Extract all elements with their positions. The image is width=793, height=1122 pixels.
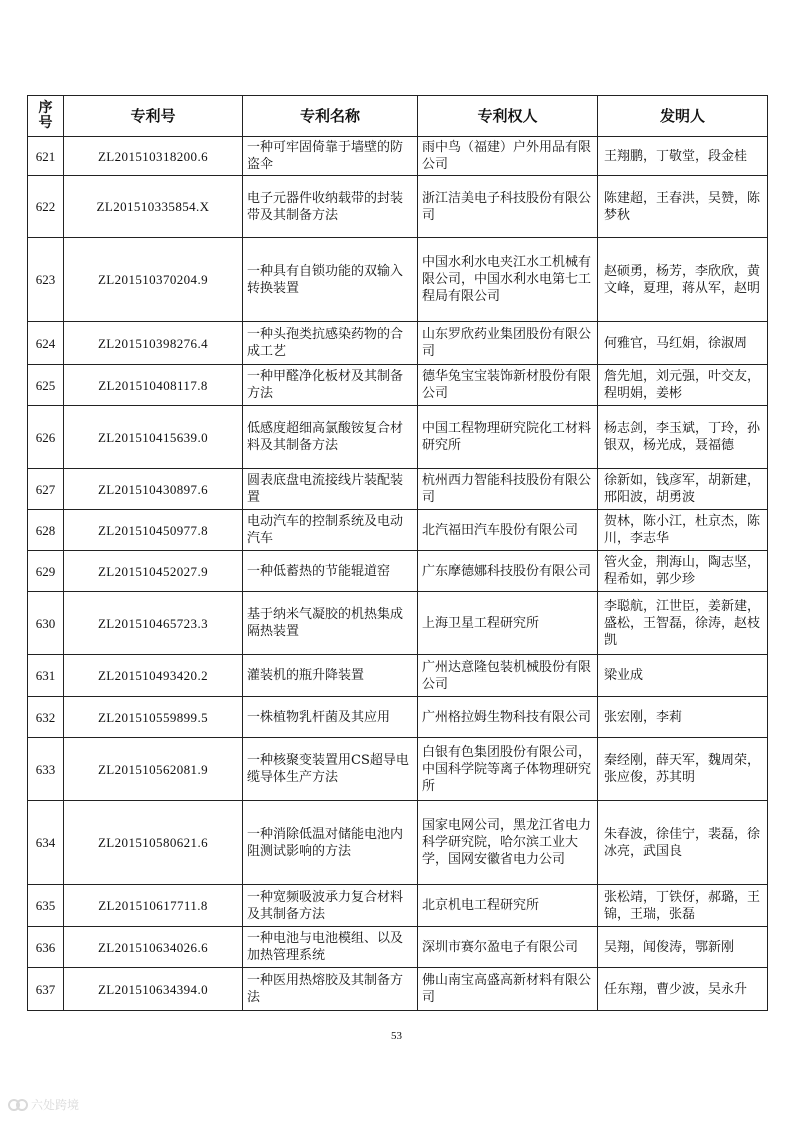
row-no: 637: [28, 968, 64, 1011]
row-patent-no: ZL201510634394.0: [64, 968, 243, 1011]
row-no: 635: [28, 885, 64, 927]
row-inventors: 陈建超，王春洪，吴赞，陈梦秋: [598, 176, 768, 238]
row-no: 625: [28, 365, 64, 406]
row-inventors: 朱春波，徐佳宁，裴磊，徐冰亮，武国良: [598, 801, 768, 885]
row-inventors: 管火金，荆海山，陶志坚，程希如，郭少珍: [598, 551, 768, 592]
row-patent-owner: 上海卫星工程研究所: [418, 592, 598, 655]
table-row: [28, 697, 768, 738]
row-inventors: 徐新如，钱彦军，胡新建，邢阳波，胡勇波: [598, 469, 768, 510]
row-patent-name: 一种甲醛净化板材及其制备方法: [243, 365, 418, 406]
row-patent-no: ZL201510465723.3: [64, 592, 243, 655]
row-patent-owner: 广东摩德娜科技股份有限公司: [418, 551, 598, 592]
row-patent-name: 一种核聚变装置用CS超导电缆导体生产方法: [243, 738, 418, 801]
row-inventors: 张宏刚，李莉: [598, 697, 768, 738]
table-header-row: [28, 96, 768, 137]
watermark: [8, 1096, 79, 1113]
row-patent-name: 灌装机的瓶升降装置: [243, 655, 418, 697]
row-no: 636: [28, 927, 64, 968]
row-patent-no: ZL201510562081.9: [64, 738, 243, 801]
row-no: 623: [28, 238, 64, 322]
row-patent-no: ZL201510415639.0: [64, 406, 243, 469]
row-patent-owner: 德华兔宝宝装饰新材股份有限公司: [418, 365, 598, 406]
row-inventors: 詹先旭，刘元强，叶交友，程明娟，姜彬: [598, 365, 768, 406]
row-patent-no: ZL201510559899.5: [64, 697, 243, 738]
patent-table: [27, 95, 768, 1011]
row-inventors: 张松靖，丁铁伢，郝璐，王锦，王瑞，张磊: [598, 885, 768, 927]
row-no: 628: [28, 510, 64, 551]
table-row: [28, 801, 768, 885]
row-inventors: 梁业成: [598, 655, 768, 697]
row-patent-name: 一株植物乳杆菌及其应用: [243, 697, 418, 738]
row-patent-no: ZL201510452027.9: [64, 551, 243, 592]
row-patent-name: 圆表底盘电流接线片装配装置: [243, 469, 418, 510]
row-patent-name: 一种可牢固倚靠于墙壁的防盗伞: [243, 137, 418, 176]
row-patent-owner: 北汽福田汽车股份有限公司: [418, 510, 598, 551]
table-row: [28, 238, 768, 322]
row-patent-no: ZL201510580621.6: [64, 801, 243, 885]
row-patent-owner: 佛山南宝高盛高新材料有限公司: [418, 968, 598, 1011]
row-patent-name: 一种电池与电池模组、以及加热管理系统: [243, 927, 418, 968]
row-patent-name: 低感度超细高氯酸铵复合材料及其制备方法: [243, 406, 418, 469]
row-patent-owner: 广州达意隆包装机械股份有限公司: [418, 655, 598, 697]
row-no: 634: [28, 801, 64, 885]
row-patent-no: ZL201510398276.4: [64, 322, 243, 365]
table-row: [28, 176, 768, 238]
row-patent-no: ZL201510335854.X: [64, 176, 243, 238]
row-patent-name: 基于纳米气凝胶的机热集成隔热装置: [243, 592, 418, 655]
row-patent-no: ZL201510617711.8: [64, 885, 243, 927]
table-row: [28, 406, 768, 469]
table-row: [28, 510, 768, 551]
row-inventors: 王翔鹏，丁敬堂，段金桂: [598, 137, 768, 176]
row-inventors: 吴翔，闻俊涛，鄂新刚: [598, 927, 768, 968]
table-row: [28, 322, 768, 365]
row-no: 631: [28, 655, 64, 697]
row-patent-owner: 北京机电工程研究所: [418, 885, 598, 927]
row-inventors: 贺林，陈小江，杜京杰，陈川，李志华: [598, 510, 768, 551]
row-patent-name: 一种头孢类抗感染药物的合成工艺: [243, 322, 418, 365]
row-patent-owner: 杭州西力智能科技股份有限公司: [418, 469, 598, 510]
row-patent-no: ZL201510318200.6: [64, 137, 243, 176]
row-patent-name: 一种宽频吸波承力复合材料及其制备方法: [243, 885, 418, 927]
row-no: 621: [28, 137, 64, 176]
header-patent-owner: 专利权人: [418, 96, 598, 137]
row-patent-owner: 中国工程物理研究院化工材料研究所: [418, 406, 598, 469]
row-patent-no: ZL201510430897.6: [64, 469, 243, 510]
header-inventors: 发明人: [598, 96, 768, 137]
row-no: 633: [28, 738, 64, 801]
table-row: [28, 551, 768, 592]
row-patent-owner: 雨中鸟（福建）户外用品有限公司: [418, 137, 598, 176]
watermark-logo-icon: [8, 1098, 28, 1112]
row-patent-owner: 国家电网公司，黑龙江省电力科学研究院，哈尔滨工业大学，国网安徽省电力公司: [418, 801, 598, 885]
watermark-text: 六处跨境: [31, 1098, 80, 1112]
row-patent-owner: 深圳市赛尔盈电子有限公司: [418, 927, 598, 968]
row-no: 632: [28, 697, 64, 738]
row-inventors: 何雅官，马红娟，徐淑周: [598, 322, 768, 365]
row-patent-name: 电子元器件收纳载带的封装带及其制备方法: [243, 176, 418, 238]
row-patent-owner: 山东罗欣药业集团股份有限公司: [418, 322, 598, 365]
row-inventors: 赵硕勇，杨芳，李欣欣，黄文峰，夏理，蒋从军，赵明: [598, 238, 768, 322]
row-patent-name: 一种消除低温对储能电池内阻测试影响的方法: [243, 801, 418, 885]
table-row: [28, 968, 768, 1011]
row-no: 626: [28, 406, 64, 469]
row-patent-owner: 白银有色集团股份有限公司，中国科学院等离子体物理研究所: [418, 738, 598, 801]
table-row: [28, 927, 768, 968]
row-inventors: 杨志剑，李玉斌，丁玲，孙银双，杨光成，聂福德: [598, 406, 768, 469]
row-patent-name: 电动汽车的控制系统及电动汽车: [243, 510, 418, 551]
header-no: 序号: [28, 96, 64, 137]
row-patent-no: ZL201510450977.8: [64, 510, 243, 551]
table-row: [28, 469, 768, 510]
table-row: [28, 655, 768, 697]
row-patent-no: ZL201510493420.2: [64, 655, 243, 697]
table-row: [28, 885, 768, 927]
row-patent-no: ZL201510408117.8: [64, 365, 243, 406]
row-patent-no: ZL201510370204.9: [64, 238, 243, 322]
row-patent-owner: 中国水利水电夹江水工机械有限公司，中国水利水电第七工程局有限公司: [418, 238, 598, 322]
row-no: 622: [28, 176, 64, 238]
row-patent-name: 一种低蓄热的节能辊道窑: [243, 551, 418, 592]
header-patent-no: 专利号: [64, 96, 243, 137]
row-patent-name: 一种具有自锁功能的双输入转换装置: [243, 238, 418, 322]
table-row: [28, 738, 768, 801]
row-inventors: 李聪航，江世臣，姜新建，盛松，王智磊，徐涛，赵枝凯: [598, 592, 768, 655]
row-no: 624: [28, 322, 64, 365]
table-row: [28, 592, 768, 655]
row-patent-no: ZL201510634026.6: [64, 927, 243, 968]
row-patent-owner: 浙江洁美电子科技股份有限公司: [418, 176, 598, 238]
row-no: 629: [28, 551, 64, 592]
row-no: 630: [28, 592, 64, 655]
page-number: 53: [391, 1030, 402, 1042]
table-row: [28, 365, 768, 406]
row-patent-name: 一种医用热熔胶及其制备方法: [243, 968, 418, 1011]
header-patent-name: 专利名称: [243, 96, 418, 137]
row-patent-owner: 广州格拉姆生物科技有限公司: [418, 697, 598, 738]
row-inventors: 秦经刚，薛天军，魏周荣，张应俊，苏其明: [598, 738, 768, 801]
row-inventors: 任东翔，曹少波，吴永升: [598, 968, 768, 1011]
row-no: 627: [28, 469, 64, 510]
table-row: [28, 137, 768, 176]
